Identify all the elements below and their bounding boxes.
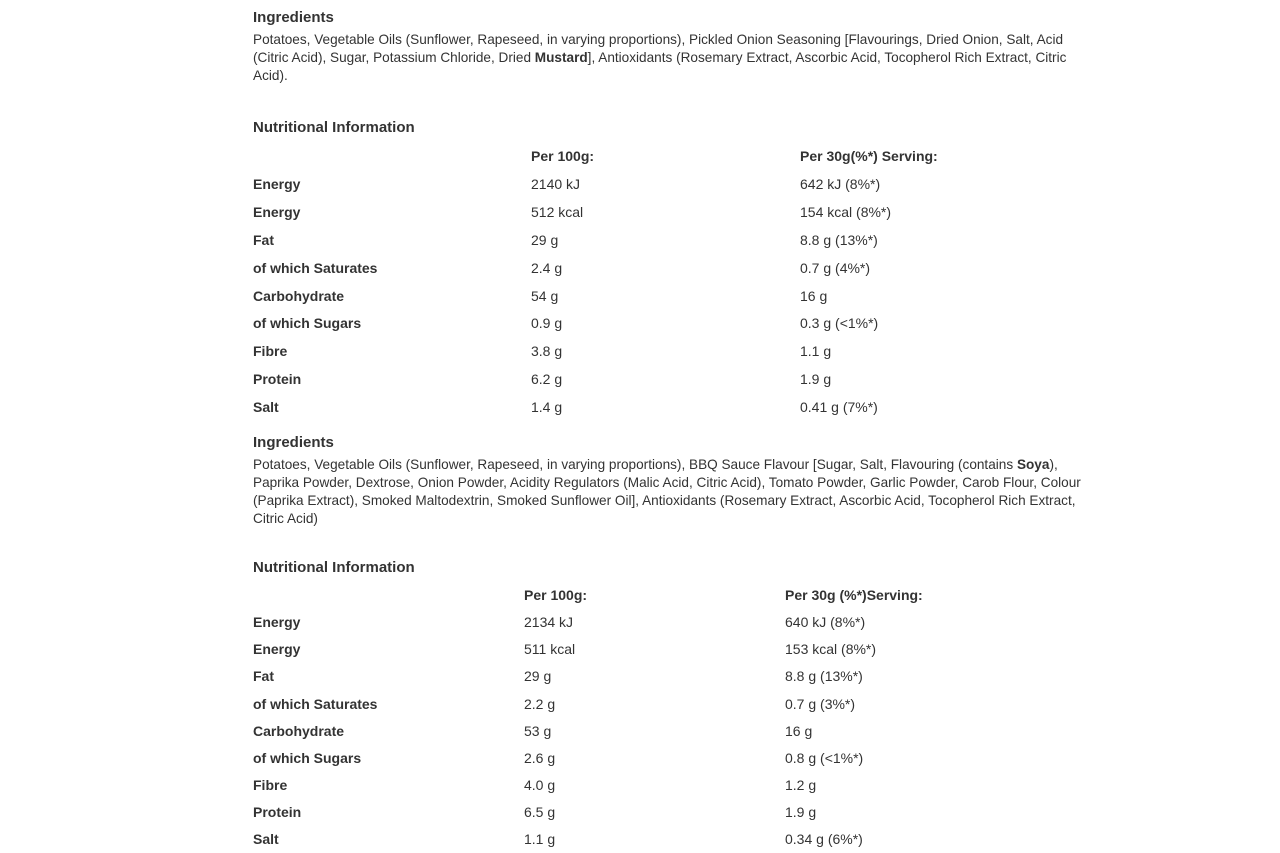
serving-value: 0.41 g (7%*): [800, 399, 878, 415]
ingredients-section-1: [253, 9, 1093, 85]
table-row: [253, 313, 1013, 333]
table-row: [253, 341, 1013, 361]
ingredients-heading: Ingredients: [253, 9, 334, 26]
per100-value: 54 g: [531, 288, 559, 304]
nutrient-label: Salt: [253, 831, 279, 847]
serving-value: 0.7 g (3%*): [785, 696, 856, 712]
per100-value: 29 g: [531, 232, 559, 248]
per100-value: 2.2 g: [524, 696, 556, 712]
nutrient-label: of which Sugars: [253, 750, 362, 766]
ingredients-section-2: [253, 434, 1093, 528]
serving-value: 1.1 g: [800, 343, 832, 359]
per100-value: 2.4 g: [531, 260, 563, 276]
nutrient-label: Fibre: [253, 343, 288, 359]
nutrient-label: Protein: [253, 804, 302, 820]
table-row: [253, 174, 1013, 194]
ingredients-text-part: ], Antioxidants (Rosemary Extract, Ascorbic Acid, Tocopherol Rich Extract, Citric Acid).: [253, 50, 1067, 83]
per100-value: 6.2 g: [531, 371, 563, 387]
per100-value: 2140 kJ: [531, 176, 581, 192]
nutrient-label: Protein: [253, 371, 302, 387]
column-header-serving: Per 30g (%*)Serving:: [785, 587, 923, 603]
per100-value: 1.4 g: [531, 399, 563, 415]
nutrition-heading: Nutritional Information: [253, 119, 415, 136]
per100-value: 6.5 g: [524, 804, 556, 820]
serving-value: 0.7 g (4%*): [800, 260, 871, 276]
nutrient-label: Carbohydrate: [253, 288, 345, 304]
nutrient-label: Fat: [253, 668, 274, 684]
per100-value: 53 g: [524, 723, 552, 739]
per100-value: 2134 kJ: [524, 614, 574, 630]
table-row: [253, 258, 1013, 278]
per100-value: 2.6 g: [524, 750, 556, 766]
nutrient-label: of which Saturates: [253, 260, 378, 276]
per100-value: 511 kcal: [524, 641, 576, 657]
serving-value: 0.8 g (<1%*): [785, 750, 864, 766]
per100-value: 4.0 g: [524, 777, 556, 793]
serving-value: 1.9 g: [800, 371, 832, 387]
per100-value: 512 kcal: [531, 204, 584, 220]
serving-value: 0.34 g (6%*): [785, 831, 863, 847]
per100-value: 3.8 g: [531, 343, 563, 359]
nutrient-label: Energy: [253, 641, 301, 657]
ingredients-heading: Ingredients: [253, 434, 334, 451]
table-row: [253, 829, 1013, 849]
nutrient-label: of which Saturates: [253, 696, 378, 712]
nutrient-label: Carbohydrate: [253, 723, 345, 739]
ingredients-text: [253, 31, 1093, 85]
nutrient-label: Energy: [253, 614, 301, 630]
nutrient-label: Salt: [253, 399, 279, 415]
table-row: [253, 202, 1013, 222]
nutrient-label: Fat: [253, 232, 274, 248]
table-row: [253, 721, 1013, 741]
per100-value: 29 g: [524, 668, 552, 684]
nutrition-section-1: [253, 119, 1093, 137]
table-row: [253, 802, 1013, 822]
ingredients-text-part: Potatoes, Vegetable Oils (Sunflower, Rapeseed, in varying proportions), BBQ Sauce Flavour [Sugar, Salt, Flavouring (contains: [253, 457, 1017, 472]
table-row: [253, 286, 1013, 306]
table-row: [253, 230, 1013, 250]
allergen: Mustard: [534, 50, 588, 65]
serving-value: 8.8 g (13%*): [785, 668, 863, 684]
table-row: [253, 748, 1013, 768]
ingredients-text-part: ), Paprika Powder, Dextrose, Onion Powder, Acidity Regulators (Malic Acid, Citric Acid), Tomato Powder, Garlic Powder, Carob Flour, Colour (Paprika Extract), Smoked Maltodextrin, Smoked Sunflower Oil], Antioxidants (Rosemary Extract, Ascorbic Acid, Tocopherol Rich Extract, Citric Acid): [253, 457, 1081, 526]
column-header-per100: Per 100g:: [524, 587, 588, 603]
column-header-per100: Per 100g:: [531, 148, 595, 164]
table-header-row: [253, 585, 1013, 605]
serving-value: 153 kcal (8%*): [785, 641, 877, 657]
allergen: Soya: [1016, 457, 1050, 472]
serving-value: 16 g: [785, 723, 813, 739]
table-row: [253, 397, 1013, 417]
serving-value: 640 kJ (8%*): [785, 614, 866, 630]
nutrient-label: Energy: [253, 204, 301, 220]
table-row: [253, 775, 1013, 795]
table-header-row: [253, 146, 1013, 166]
table-row: [253, 639, 1013, 659]
per100-value: 1.1 g: [524, 831, 556, 847]
serving-value: 1.9 g: [785, 804, 817, 820]
nutrient-label: of which Sugars: [253, 315, 362, 331]
serving-value: 642 kJ (8%*): [800, 176, 881, 192]
table-row: [253, 369, 1013, 389]
table-row: [253, 612, 1013, 632]
per100-value: 0.9 g: [531, 315, 563, 331]
table-row: [253, 694, 1013, 714]
serving-value: 1.2 g: [785, 777, 817, 793]
serving-value: 0.3 g (<1%*): [800, 315, 879, 331]
ingredients-text-part: Potatoes, Vegetable Oils (Sunflower, Rapeseed, in varying proportions), Pickled Onion Seasoning [Flavourings, Dried Onion, Salt, Acid (Citric Acid), Sugar, Potassium Chloride, Dried: [253, 32, 1064, 65]
nutrition-heading: Nutritional Information: [253, 559, 415, 576]
nutrient-label: Fibre: [253, 777, 288, 793]
serving-value: 8.8 g (13%*): [800, 232, 878, 248]
ingredients-text: [253, 456, 1093, 528]
nutrient-label: Energy: [253, 176, 301, 192]
serving-value: 16 g: [800, 288, 828, 304]
table-row: [253, 666, 1013, 686]
nutrition-section-2: [253, 559, 1093, 577]
column-header-serving: Per 30g(%*) Serving:: [800, 148, 938, 164]
serving-value: 154 kcal (8%*): [800, 204, 892, 220]
